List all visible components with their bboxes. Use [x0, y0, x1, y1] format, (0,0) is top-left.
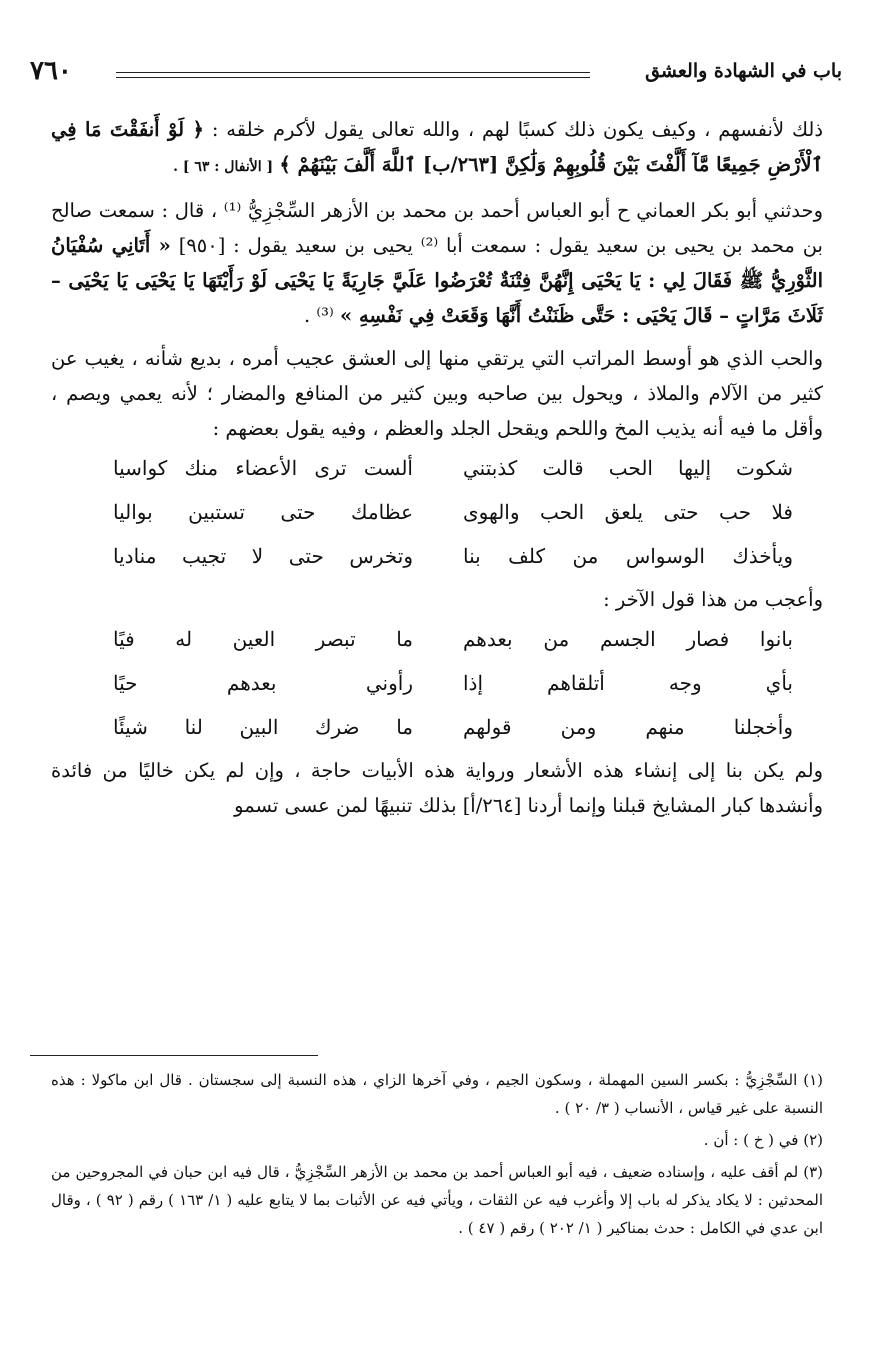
verse-first-hemistich: ويأخذك الوسواس من كلف بنا: [463, 544, 793, 568]
main-text: [51, 112, 823, 823]
paragraph-closing: ولم يكن بنا إلى إنشاء هذه الأشعار ورواية هذه الأبيات حاجة ، وإن لم يكن خاليًا من فائدة وأنشدها كبار المشايخ قبلنا وإنما أردنا [٢٦٤/أ] بذلك تنبيهًا لمن عسى تسمو: [51, 759, 823, 817]
footnote-1: (١) السِّجْزِيُّ : بكسر السين المهملة ، وسكون الجيم ، وفي آخرها الزاي ، هذه النسبة إلى سجستان . قال ابن ماكولا : هذه النسبة على غير قياس ، الأنساب ( ٣/ ٢٠ ) .: [51, 1071, 823, 1117]
poem-one: [51, 450, 823, 582]
poem-verse: [51, 494, 823, 538]
isnad-text: وحدثني أبو بكر العماني ح أبو العباس أحمد بن محمد بن الأزهر السِّجْزِيُّ ⁽¹⁾ ، قال : سمعت صالح بن محمد بن يحيى بن سعيد يقول : سمعت أبا ⁽²⁾ يحيى بن سعيد يقول : [٩٥٠]: [51, 199, 823, 257]
poem-verse: [51, 709, 823, 753]
verse-first-hemistich: شكوت إليها الحب قالت كذبتني: [463, 456, 793, 480]
chapter-title: باب في الشهادة والعشق: [645, 60, 842, 82]
verse-first-hemistich: بأي وجه أتلقاهم إذا: [463, 671, 793, 695]
verse-second-hemistich: ما تبصر العين له فيًا: [113, 627, 413, 651]
paragraph-love: والحب الذي هو أوسط المراتب التي يرتقي منها إلى العشق عجيب أمره ، بديع شأنه ، يغيب عن كثير من الآلام والملاذ ، ويحول بين صاحبه وبين كثير من المنافع والمضار ؛ لأنه يعمي ويصم ، وأقل ما فيه أنه يذيب المخ واللحم ويقحل الجلد والعظم ، وفيه يقول بعضهم :: [51, 347, 823, 440]
poem-verse: [51, 450, 823, 494]
header-rule: [116, 72, 590, 78]
verse-second-hemistich: ما ضرك البين لنا شيئًا: [113, 715, 413, 739]
verse-second-hemistich: عظامك حتى تستبين بواليا: [113, 500, 413, 524]
poem-two-intro: وأعجب من هذا قول الآخر :: [603, 588, 823, 611]
verse-first-hemistich: وأخجلنا منهم ومن قولهم: [463, 715, 793, 739]
verse-first-hemistich: بانوا فصار الجسم من بعدهم: [463, 627, 793, 651]
paragraph-quran: [51, 112, 823, 185]
poem-two: [51, 621, 823, 753]
footnotes: [51, 1066, 823, 1242]
running-header: [30, 56, 842, 96]
poem-verse: [51, 538, 823, 582]
paragraph-hadith: [51, 193, 823, 333]
verse-second-hemistich: رأوني بعدهم حيًا: [113, 671, 413, 695]
narration-quote: « أَتَانِي سُفْيَانُ الثَّوْرِيُّ ﷺ فَقَالَ لِي : يَا يَحْيَى إِنَّهُنَّ فِتْنَةٌ تُعْرَضُوا عَلَيَّ جَارِيَةً يَا يَحْيَى لَوْ رَأَيْتَهَا يَا يَحْيَى يَا يَحْيَى – ثَلَاثَ مَرَّاتٍ – قَالَ يَحْيَى : حَتَّى ظَنَنْتُ أَنَّهَا وَقَعَتْ فِي نَفْسِهِ »: [51, 234, 823, 327]
page-number: ٧٦٠: [30, 56, 72, 86]
footnote-separator: [30, 1055, 318, 1056]
quran-citation: [ الأنفال : ٦٣ ] .: [173, 159, 274, 175]
verse-second-hemistich: ألست ترى الأعضاء منك كواسيا: [113, 456, 413, 480]
quran-verse: ﴿ لَوْ أَنفَقْتَ مَا فِي ٱلْأَرْضِ جَمِيعًا مَّآ أَلَّفْتَ بَيْنَ قُلُوبِهِمْ وَلَٰكِنَّ [٢٦٣/ب] ٱللَّهَ أَلَّفَ بَيْنَهُمْ ﴾: [51, 118, 823, 176]
paragraph-text: ذلك لأنفسهم ، وكيف يكون ذلك كسبًا لهم ، والله تعالى يقول لأكرم خلقه :: [203, 118, 823, 141]
footnote-ref: ⁽³⁾ .: [303, 304, 340, 327]
footnote-3: (٣) لم أقف عليه ، وإسناده ضعيف ، فيه أبو العباس أحمد بن محمد بن الأزهر السِّجْزِيُّ ، قال فيه ابن حبان في المجروحين من المحدثين : لا يكاد يذكر له باب إلا وأغرب فيه عن الثقات ، ويأتي فيه عن الأثبات بما لا يتابع عليه ( ١/ ١٦٣ ) رقم ( ٩٢ ) ، وقال ابن عدي في الكامل : حدث بمناكير ( ١/ ٢٠٢ ) رقم ( ٤٧ ) .: [51, 1163, 823, 1237]
verse-first-hemistich: فلا حب حتى يلعق الحب والهوى: [463, 500, 793, 524]
footnote-2: (٢) في ( خ ) : أن .: [703, 1131, 823, 1149]
poem-verse: [51, 665, 823, 709]
verse-second-hemistich: وتخرس حتى لا تجيب مناديا: [113, 544, 413, 568]
poem-verse: [51, 621, 823, 665]
